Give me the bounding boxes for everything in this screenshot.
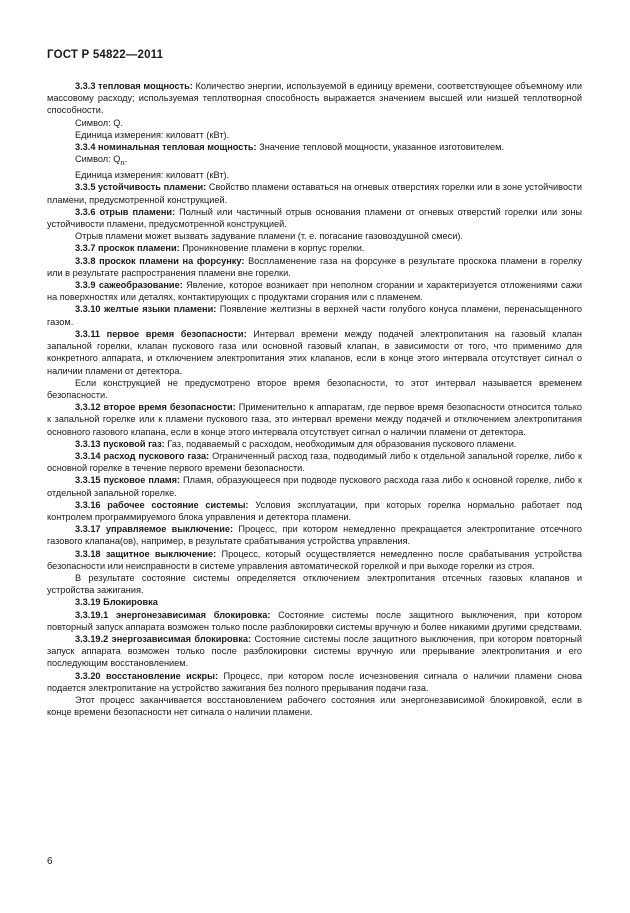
definition: Количество энергии, используемой в единицу времени, соответствующее объемному или массовому расходу; используемая теплотворная способность выражается значением высшей или низшей теплотворной способности. <box>47 81 582 116</box>
definition: Состояние системы после защитного выключения, при котором повторный запуск аппарата возможен только после разблокировки системы вручную или прерывание электропитания и его последующим восстановлением. <box>47 633 583 669</box>
definition: Значение тепловой мощности, указанное изготовителем. <box>256 142 504 153</box>
clause-3-3-8 <box>47 255 582 279</box>
definition: Процесс, который осуществляется немедленно после срабатывания устройства безопасности или неисправности в системе управления автоматической горелкой и при выходе горелки из строя. <box>47 548 582 571</box>
clause-3-3-10 <box>47 303 582 327</box>
definition: Появление желтизны в верхней части голубого конуса пламени, перенасыщенного газом. <box>47 304 582 327</box>
term: 3.3.8 проскок пламени на форсунку: <box>75 255 245 266</box>
clause-3-3-11 <box>47 328 582 377</box>
symbol-line: Символ: Q. <box>75 117 123 128</box>
term: 3.3.19 Блокировка <box>75 597 158 608</box>
clause-3-3-6 <box>47 206 582 230</box>
definition: Состояние системы после защитного выключения, при котором повторный запуск аппарата возможен только после разблокировки системы вручную и более никакими другими средствами. <box>47 609 582 632</box>
definition: Пламя, образующееся при подводе пускового расхода газа либо к основной горелке, либо к отдельной запальной горелке. <box>47 475 582 498</box>
term: 3.3.20 восстановление искры: <box>75 670 219 681</box>
document-header: ГОСТ Р 54822—2011 <box>47 49 164 61</box>
term: 3.3.19.2 энергозависимая блокировка: <box>75 633 252 644</box>
clause-3-3-20 <box>47 670 582 694</box>
clause-3-3-14 <box>47 450 582 474</box>
term: 3.3.14 расход пускового газа: <box>75 450 210 461</box>
definition: Полный или частичный отрыв основания пламени от огневых отверстий горелки или зоны устойчивости пламени, предусмотренной конструкцией. <box>47 206 583 230</box>
note-paragraph: В результате состояние системы определяется отключением электропитания отсечных газовых клапанов и устройства зажигания. <box>47 572 582 596</box>
clause-3-3-19-2 <box>47 633 582 670</box>
clause-3-3-12 <box>47 401 582 438</box>
document-body <box>47 80 582 718</box>
clause-3-3-17 <box>47 523 582 547</box>
definition: Процесс, при котором немедленно прекращается электропитание отсечного газового клапана(ов), например, в результате срабатывания устройства управления. <box>47 524 582 547</box>
note-paragraph: Если конструкцией не предусмотрено второе время безопасности, то этот интервал называется временем безопасности. <box>47 377 582 400</box>
definition: Газ, подаваемый с расходом, необходимым для образования пускового пламени. <box>164 438 517 449</box>
definition: Ограниченный расход газа, подводимый либо к отдельной запальной горелке, либо к основной горелке в течение первого времени безопасности. <box>47 450 582 474</box>
clause-3-3-5 <box>47 181 582 205</box>
term: 3.3.3 тепловая мощность: <box>75 81 193 91</box>
definition: Процесс, при котором после исчезновения сигнала о наличии пламени снова подается электропитание на устройство зажигания без полного прерывания подачи газа. <box>47 670 582 693</box>
term: 3.3.7 проскок пламени: <box>75 243 180 254</box>
definition: Применительно к аппаратам, где первое время безопасности относится только к запальной горелке или к пламени пускового газа, это интервал времени между подачей и отключением электропитания основного газового клапана, если в конце этого интервала отсутствует сигнал о наличии пламени от детектора. <box>47 402 582 437</box>
note-paragraph: Отрыв пламени может вызвать задувание пламени (т. е. погасание газовоздушной смеси). <box>75 231 463 242</box>
symbol-text: Символ: Q <box>75 154 121 165</box>
clause-3-3-19 <box>47 596 582 608</box>
clause-3-3-18 <box>47 548 582 572</box>
term: 3.3.15 пусковое пламя: <box>75 475 181 486</box>
definition: Проникновение пламени в корпус горелки. <box>179 243 365 254</box>
clause-3-3-9 <box>47 279 582 303</box>
definition: Условия эксплуатации, при которых горелка нормально работает под контролем программируемого блока управления и детектора пламени. <box>47 499 582 522</box>
note-paragraph: Этот процесс заканчивается восстановлением рабочего состояния или энергонезависимой блокировкой, если в конце времени безопасности нет сигнала о наличии пламени. <box>47 694 582 718</box>
symbol-subscript: n <box>120 158 125 168</box>
clause-3-3-3 <box>47 80 582 117</box>
clause-3-3-16 <box>47 499 582 523</box>
term: 3.3.4 номинальная тепловая мощность: <box>75 142 257 153</box>
clause-3-3-13 <box>47 438 582 450</box>
symbol-line <box>47 153 582 169</box>
unit-line: Единица измерения: киловатт (кВт). <box>75 129 230 140</box>
clause-3-3-15 <box>47 474 582 498</box>
term: 3.3.13 пусковой газ: <box>75 438 165 449</box>
term: 3.3.10 желтые языки пламени: <box>75 304 217 315</box>
term: 3.3.9 сажеобразование: <box>75 280 183 291</box>
term: 3.3.16 рабочее состояние системы: <box>75 499 249 510</box>
clause-3-3-7 <box>47 242 582 254</box>
definition: Свойство пламени оставаться на огневых отверстиях горелки или в зоне устойчивости пламени, предусмотренной конструкцией. <box>47 182 582 205</box>
term: 3.3.5 устойчивость пламени: <box>75 182 207 193</box>
clause-3-3-4 <box>47 141 582 153</box>
definition: Воспламенение газа на форсунке в результате проскока пламени в горелку или в результате распространения пламени вне горелки. <box>47 255 582 278</box>
term: 3.3.19.1 энергонезависимая блокировка: <box>75 609 271 620</box>
term: 3.3.12 второе время безопасности: <box>75 402 236 413</box>
definition: Явление, которое возникает при неполном сгорании и характеризуется отложениями сажи на поверхностях или деталях, контактирующих с продуктами сгорания или с пламенем. <box>47 280 582 303</box>
symbol-tail: . <box>124 154 128 165</box>
page-number: 6 <box>47 856 53 867</box>
unit-line: Единица измерения: киловатт (кВт). <box>75 170 230 181</box>
clause-3-3-19-1 <box>47 609 582 633</box>
term: 3.3.17 управляемое выключение: <box>75 524 234 535</box>
term: 3.3.11 первое время безопасности: <box>75 328 247 339</box>
term: 3.3.18 защитное выключение: <box>75 548 217 559</box>
term: 3.3.6 отрыв пламени: <box>75 206 176 217</box>
definition: Интервал времени между подачей электропитания на газовый клапан запальной горелки, клапан пускового газа или основной газовый клапан, в зависимости от того, что применимо для конкретного аппарата, и отключением электропитания этих клапанов, если в конце этого интервала отсутствует сигнал о наличии пламени от детектора. <box>47 328 582 376</box>
